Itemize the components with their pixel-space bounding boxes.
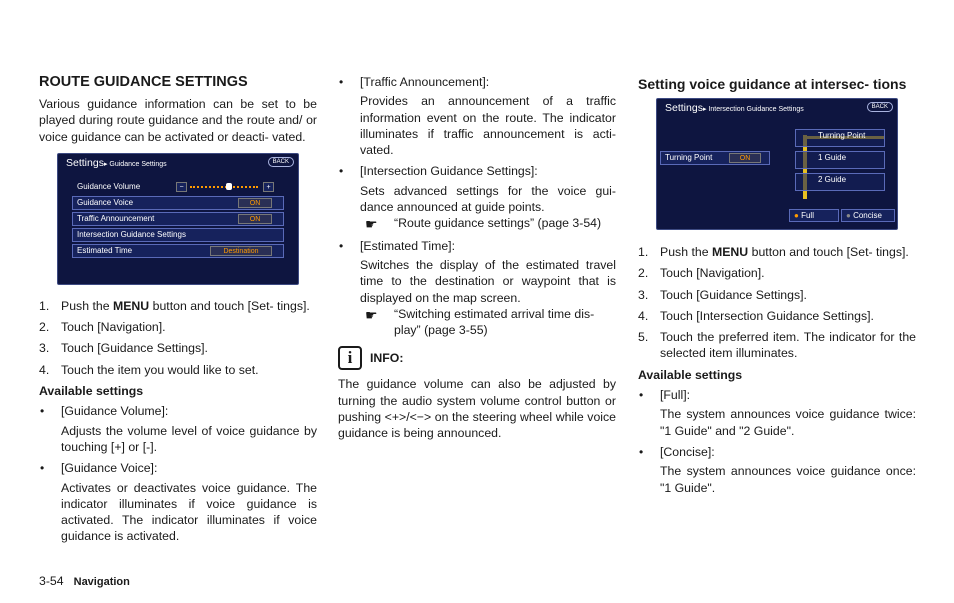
steps-list <box>39 298 317 378</box>
setting-description: Switches the display of the estimated travel time to the destination or waypoint that is displayed on the map screen. <box>360 257 616 305</box>
info-paragraph: The guidance volume can also be adjusted by turning the audio system volume control button or pushing <+>/<−> on the steering wheel while voice guidance is being announced. <box>338 377 616 441</box>
concise-option: ● Concise <box>841 209 895 222</box>
setting-label: • [Full]: <box>638 387 916 403</box>
screen-row-intersection: Intersection Guidance Settings <box>72 228 284 242</box>
setting-label: • [Estimated Time]: <box>338 238 616 254</box>
back-button: BACK <box>268 157 294 167</box>
setting-description: Activates or deactivates voice guidance. The indicator illuminates if voice guidance is activated. The indicator illuminates if voice guidance is activated. <box>61 480 317 544</box>
list-item: 1. Push the MENU button and touch [Set- tings]. <box>39 298 310 313</box>
intersection-settings-screenshot <box>656 98 898 230</box>
list-item: 1. Push the MENU button and touch [Set- tings]. <box>638 245 909 259</box>
available-settings-heading: Available settings <box>638 367 743 382</box>
volume-minus: − <box>176 182 187 192</box>
screen-row-voice: Guidance Voice <box>72 196 284 210</box>
list-item: 3. Touch [Guidance Settings]. <box>638 287 807 302</box>
info-header: i INFO: <box>338 346 616 370</box>
volume-knob <box>226 183 232 190</box>
intro-paragraph: Various guidance information can be set to be played during route guidance and the route and/ or voice guidance can be activated or deacti- vated. <box>39 97 317 144</box>
screen-row-volume: Guidance Volume <box>77 181 141 191</box>
list-item: 2. Touch [Navigation]. <box>638 266 765 281</box>
setting-label: • [Intersection Guidance Settings]: <box>338 163 616 179</box>
page-number: 3-54 <box>39 574 64 588</box>
setting-description: Sets advanced settings for the voice gui- dance announced at guide points. <box>360 183 616 215</box>
setting-description: Provides an announcement of a traffic information event on the route. The indicator illuminates if traffic announcement is acti- vated. <box>360 94 616 158</box>
setting-description: The system announces voice guidance once: "1 Guide". <box>660 464 916 495</box>
column-right <box>638 74 916 501</box>
screen-title: Settings▸ Intersection Guidance Settings <box>665 102 804 114</box>
section-heading: ROUTE GUIDANCE SETTINGS <box>39 74 248 90</box>
setting-description: The system announces voice guidance twice: "1 Guide" and "2 Guide". <box>660 407 916 438</box>
right-item-2-guide: 2 Guide <box>795 173 885 191</box>
column-middle <box>338 74 616 442</box>
volume-slider <box>190 186 258 188</box>
traffic-on-indicator: ON <box>238 214 272 224</box>
list-item: 5. Touch the preferred item. The indicator for the selected item illuminates. <box>638 330 916 361</box>
turning-point-on-indicator: ON <box>729 153 761 163</box>
voice-on-indicator: ON <box>238 198 272 208</box>
pointing-hand-icon: ☛ <box>365 216 378 233</box>
page-reference: ☛ “Route guidance settings” (page 3-54) <box>365 216 602 233</box>
steps-list <box>638 244 916 362</box>
setting-label: • [Guidance Voice]: <box>39 460 317 476</box>
page-footer <box>39 574 130 588</box>
pointing-hand-icon: ☛ <box>365 306 378 323</box>
list-item: 2. Touch [Navigation]. <box>39 320 166 335</box>
screen-row-traffic: Traffic Announcement <box>72 212 284 226</box>
guidance-settings-screenshot <box>57 153 299 285</box>
list-item: 4. Touch [Intersection Guidance Settings]. <box>638 308 874 323</box>
setting-label: • [Traffic Announcement]: <box>338 74 616 90</box>
info-icon: i <box>338 346 362 370</box>
right-item-turning-point: Turning Point <box>795 129 885 147</box>
section-heading: Setting voice guidance at intersec- tions <box>638 76 907 92</box>
setting-description: Adjusts the volume level of voice guidance by touching [+] or [-]. <box>61 423 317 454</box>
setting-label: • [Concise]: <box>638 444 916 460</box>
full-option: ● Full <box>789 209 839 222</box>
page-reference: ☛ “Switching estimated arrival time dis- play” (page 3-55) <box>365 306 595 338</box>
destination-indicator: Destination <box>210 246 272 256</box>
volume-plus: + <box>263 182 274 192</box>
list-item: 4. Touch the item you would like to set. <box>39 362 259 377</box>
turning-point-row: Turning Point <box>660 151 770 165</box>
back-button: BACK <box>867 102 893 112</box>
column-left <box>39 74 317 550</box>
setting-label: • [Guidance Volume]: <box>39 403 317 419</box>
right-item-1-guide: 1 Guide <box>795 151 885 169</box>
available-settings-heading: Available settings <box>39 384 144 399</box>
screen-title: Settings▸ Guidance Settings <box>66 156 167 169</box>
screen-row-estimated-time: Estimated Time <box>72 244 284 258</box>
section-name: Navigation <box>73 576 130 588</box>
list-item: 3. Touch [Guidance Settings]. <box>39 341 208 356</box>
